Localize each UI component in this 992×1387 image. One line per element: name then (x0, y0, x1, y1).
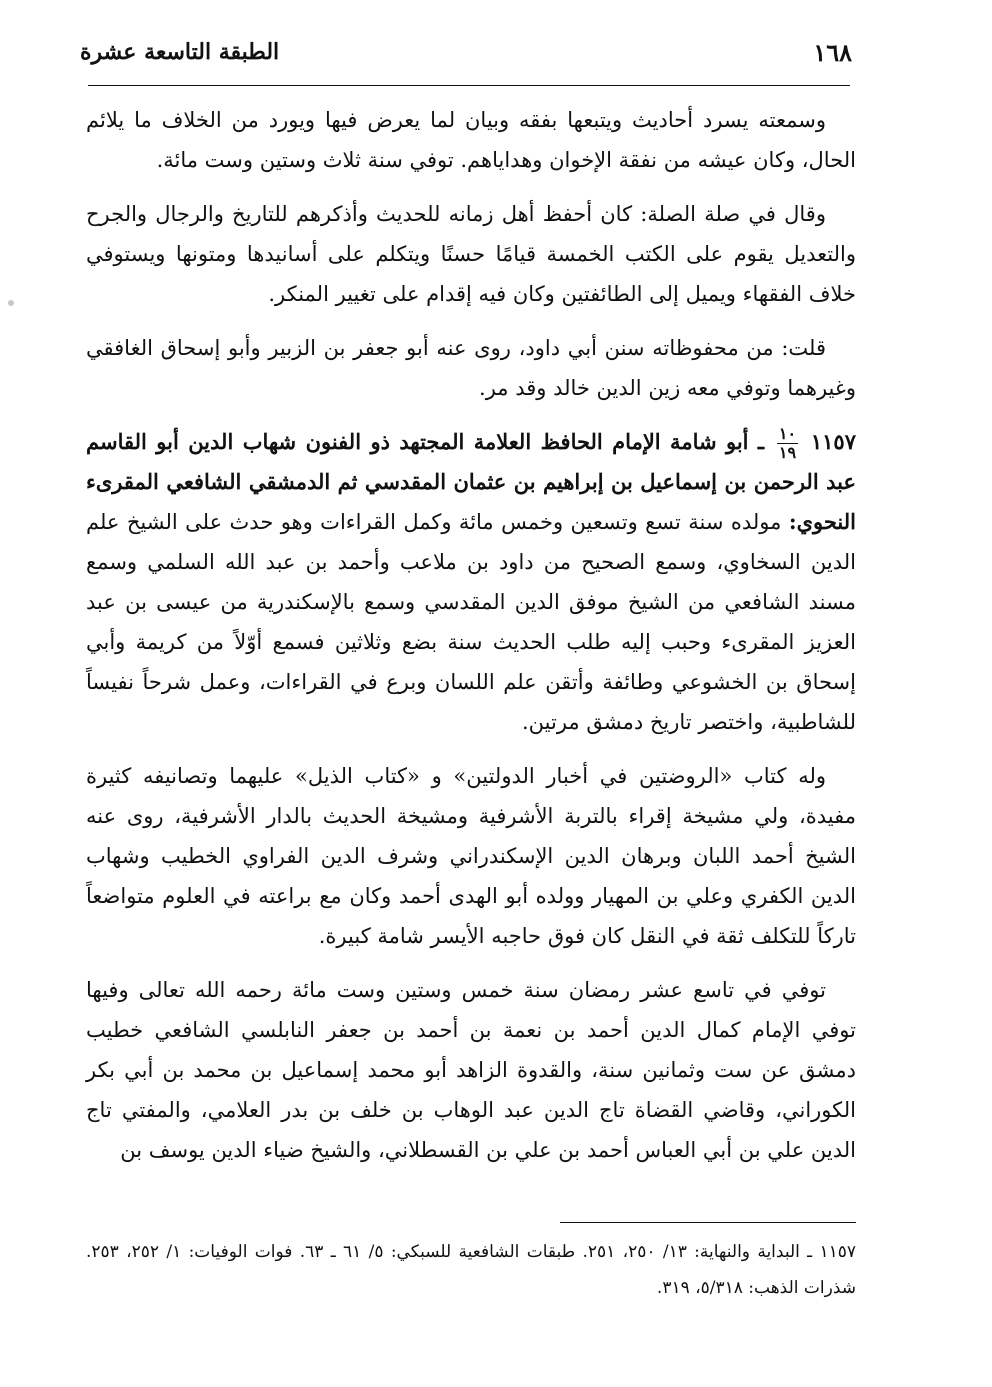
page-number: ١٦٨ (813, 37, 852, 67)
header-rule (88, 85, 850, 86)
fraction-top: ١٠ (778, 424, 797, 443)
biography-entry (86, 422, 856, 742)
main-text (86, 100, 856, 1184)
running-title: الطبقة التاسعة عشرة (80, 39, 280, 65)
paragraph-5: وله كتاب «الروضتين في أخبار الدولتين» و «كتاب الذيل» عليهما وتصانيفه كثيرة مفيدة، ولي مشيخة إقراء بالتربة الأشرفية ومشيخة الحديث بالدار الأشرفية، روى عنه الشيخ أحمد اللبان وبرهان الدين الإسكندراني وشرف الدين الفراوي الخطيب وشهاب الدين الكفري وعلي بن المهيار وولده أبو الهدى أحمد وكان مع براعته في العلوم متواضعاً تاركاً للتكلف ثقة في النقل كان فوق حاجبه الأيسر شامة كبيرة. (86, 764, 856, 948)
paragraph-3: قلت: من محفوظاته سنن أبي داود، روى عنه أبو جعفر بن الزبير وأبو إسحاق الغافقي وغيرهما وتوفي معه زين الدين خالد وقد مر. (86, 336, 856, 400)
entry-title: ـ أبو شامة الإمام الحافظ العلامة المجتهد ذو الفنون شهاب الدين أبو القاسم عبد الرحمن بن إسماعيل بن إبراهيم بن عثمان المقدسي ثم الدمشقي الشافعي المقرىء النحوي: (86, 429, 856, 534)
footnote-rule (560, 1222, 856, 1223)
fraction-bottom: ١٩ (778, 443, 797, 462)
entry-text: مولده سنة تسع وتسعين وخمس مائة وكمل القراءات وهو حدث على الشيخ علم الدين السخاوي، وسمع الصحيح من داود بن ملاعب وأحمد بن عبد الله السلمي وسمع مسند الشافعي من الشيخ موفق الدين المقدسي وسمع بالإسكندرية من عيسى بن عبد العزيز المقرىء وحبب إليه طلب الحديث سنة بضع وثلاثين فسمع أوّلاً من كريمة وأبي إسحاق بن الخشوعي وطائفة وأتقن علم اللسان وبرع في القراءات، وعمل شرحاً نفيساً للشاطبية، واختصر تاريخ دمشق مرتين. (86, 510, 856, 734)
entry-fraction (777, 425, 798, 462)
page-header (80, 30, 852, 74)
paragraph-6: توفي في تاسع عشر رمضان سنة خمس وستين وست مائة رحمه الله تعالى وفيها توفي الإمام كمال الدين أحمد بن نعمة بن أحمد بن جعفر النابلسي الشافعي خطيب دمشق عن ست وثمانين سنة، والقدوة الزاهد أبو محمد إسماعيل بن محمد بن أبي بكر الكوراني، وقاضي القضاة تاج الدين عبد الوهاب بن خلف بن بدر العلامي، والمفتي تاج الدين علي بن أبي العباس أحمد بن علي بن القسطلاني، والشيخ ضياء الدين يوسف بن (86, 978, 856, 1162)
entry-number: ١١٥٧ (810, 429, 856, 454)
scan-speck (8, 300, 14, 306)
paragraph-1: وسمعته يسرد أحاديث ويتبعها بفقه وبيان لما يعرض فيها ويورد من الخلاف ما يلائم الحال، وكان عيشه من نفقة الإخوان وهداياهم. توفي سنة ثلاث وستين وست مائة. (86, 108, 856, 172)
footnote (86, 1234, 856, 1306)
paragraph-2: وقال في صلة الصلة: كان أحفظ أهل زمانه للحديث وأذكرهم للتاريخ والرجال والجرح والتعديل يقوم على الكتب الخمسة قيامًا حسنًا ويتكلم على أسانيدها ومتونها ويستوفي خلاف الفقهاء ويميل إلى الطائفتين وكان فيه إقدام على تغيير المنكر. (86, 202, 856, 306)
footnote-text: ١١٥٧ ـ البداية والنهاية: ١٣/ ٢٥٠، ٢٥١. طبقات الشافعية للسبكي: ٥/ ٦١ ـ ٦٣. فوات الوفيات: ١/ ٢٥٢، ٢٥٣. شذرات الذهب: ٥/٣١٨، ٣١٩. (86, 1242, 857, 1298)
